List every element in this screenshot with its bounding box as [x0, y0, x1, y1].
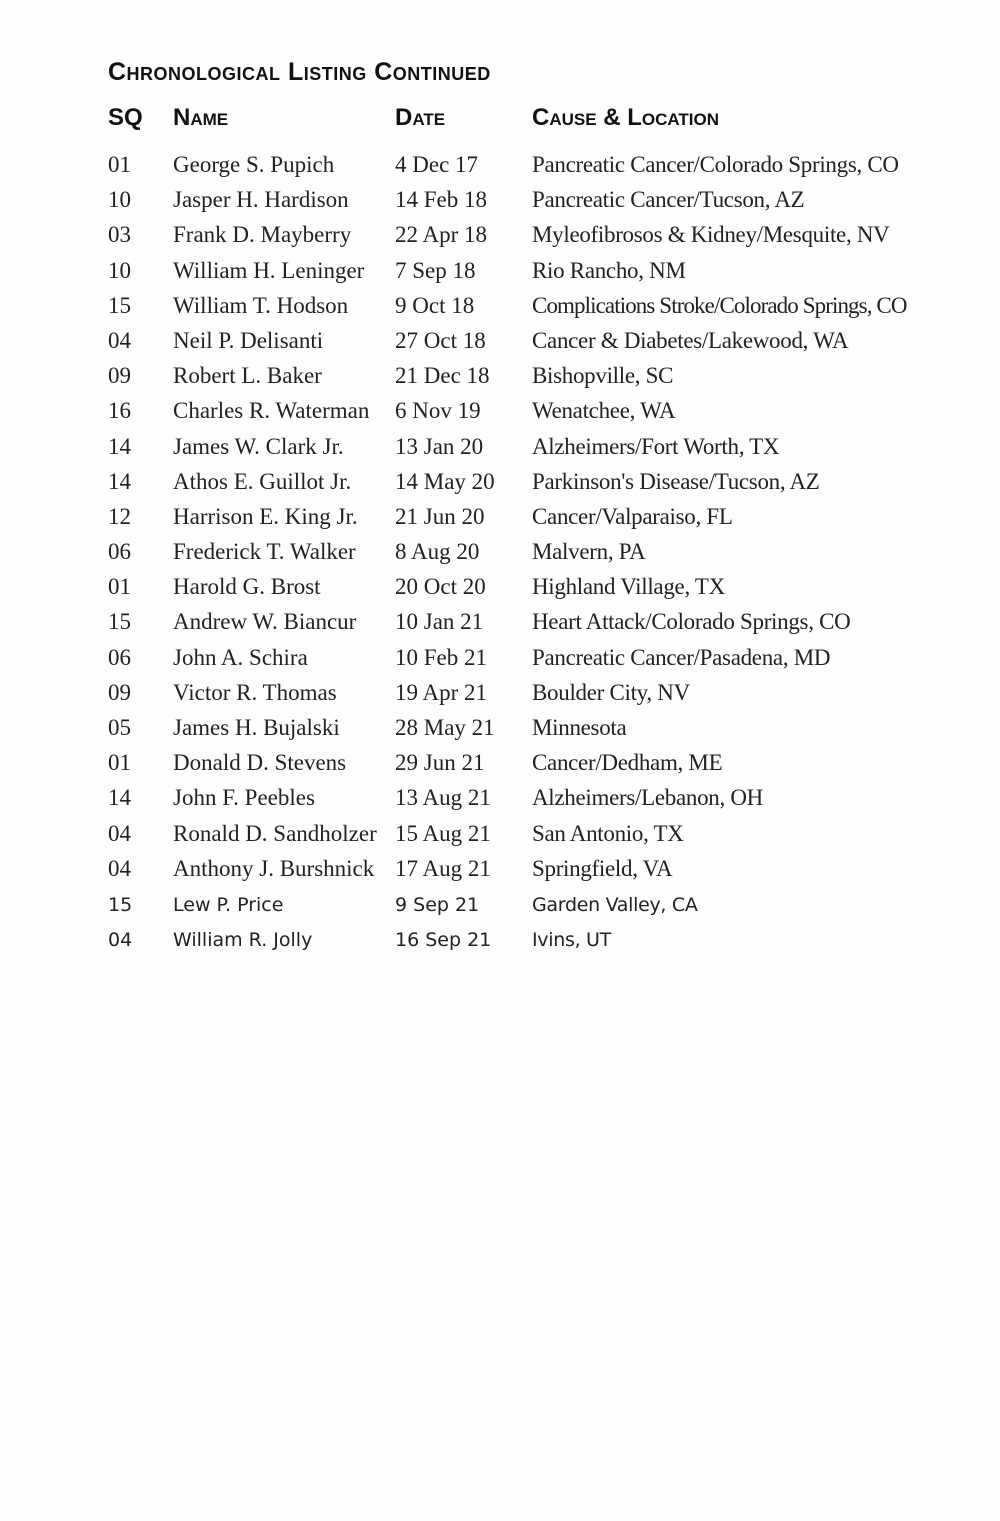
- table-row: [0, 783, 1000, 818]
- page-title: Chronological Listing Continued: [108, 58, 491, 86]
- table-row: [0, 396, 1000, 431]
- table-row: [0, 256, 1000, 291]
- row-date: 22 Apr 18: [395, 222, 487, 248]
- row-sq: 15: [108, 292, 131, 318]
- row-name: Athos E. Guillot Jr.: [173, 468, 352, 494]
- row-date: 28 May 21: [395, 715, 495, 740]
- table-row: [0, 889, 1000, 924]
- row-cause-location: Alzheimers/Lebanon, OH: [532, 785, 763, 811]
- row-sq: 04: [108, 855, 131, 881]
- table-row: [0, 467, 1000, 502]
- row-date: 29 Jun 21: [395, 750, 485, 776]
- row-sq: 10: [108, 257, 131, 283]
- row-date: 27 Oct 18: [395, 327, 486, 353]
- row-sq: 03: [108, 222, 131, 248]
- row-date: 13 Jan 20: [395, 433, 484, 459]
- header-date: Date: [395, 104, 446, 131]
- row-date: 6 Nov 19: [395, 398, 481, 424]
- row-sq: 04: [108, 820, 131, 846]
- row-name: William T. Hodson: [173, 292, 349, 318]
- row-name: Anthony J. Burshnick: [173, 855, 375, 881]
- table-row: [0, 326, 1000, 361]
- row-date: 21 Dec 18: [395, 363, 490, 389]
- header-cause-location: Cause & Location: [532, 104, 720, 131]
- row-sq: 01: [108, 750, 131, 776]
- row-sq: 09: [108, 363, 131, 389]
- row-date: 4 Dec 17: [395, 152, 479, 177]
- row-name: Andrew W. Biancur: [173, 609, 357, 635]
- row-sq: 16: [108, 398, 131, 424]
- header-sq: SQ: [108, 104, 143, 131]
- row-name: Robert L. Baker: [173, 363, 322, 389]
- listing-table: [0, 150, 1000, 959]
- row-date: 14 Feb 18: [395, 187, 487, 213]
- table-row: [0, 150, 1000, 185]
- row-name: Lew P. Price: [173, 893, 284, 916]
- row-sq: 15: [108, 609, 131, 635]
- row-cause-location: Ivins, UT: [532, 929, 611, 952]
- table-row: [0, 361, 1000, 396]
- row-sq: 05: [108, 715, 131, 740]
- row-date: 13 Aug 21: [395, 785, 491, 811]
- row-name: Frederick T. Walker: [173, 539, 356, 565]
- row-sq: 14: [108, 433, 131, 459]
- row-sq: 15: [108, 893, 133, 916]
- table-row: [0, 819, 1000, 854]
- row-name: Neil P. Delisanti: [173, 327, 324, 353]
- row-cause-location: Pancreatic Cancer/Pasadena, MD: [532, 644, 831, 670]
- row-date: 9 Oct 18: [395, 292, 475, 318]
- row-date: 21 Jun 20: [395, 503, 485, 529]
- row-cause-location: Cancer & Diabetes/Lakewood, WA: [532, 327, 849, 353]
- row-date: 9 Sep 21: [395, 893, 480, 916]
- row-date: 16 Sep 21: [395, 929, 492, 952]
- row-cause-location: Springfield, VA: [532, 855, 673, 881]
- row-name: James W. Clark Jr.: [173, 433, 344, 459]
- row-name: John A. Schira: [173, 644, 308, 670]
- table-row: [0, 713, 1000, 748]
- row-sq: 10: [108, 187, 131, 213]
- row-cause-location: Alzheimers/Fort Worth, TX: [532, 433, 780, 459]
- row-sq: 09: [108, 679, 131, 705]
- row-cause-location: Wenatchee, WA: [532, 398, 676, 424]
- table-row: [0, 291, 1000, 326]
- row-cause-location: Garden Valley, CA: [532, 893, 698, 916]
- table-row: [0, 854, 1000, 889]
- row-sq: 12: [108, 503, 131, 529]
- row-cause-location: Rio Rancho, NM: [532, 257, 686, 283]
- row-name: Jasper H. Hardison: [173, 187, 349, 213]
- table-row: [0, 537, 1000, 572]
- table-row: [0, 607, 1000, 642]
- row-sq: 04: [108, 327, 131, 353]
- table-row: [0, 748, 1000, 783]
- row-sq: 01: [108, 152, 131, 177]
- table-row: [0, 924, 1000, 959]
- table-row: [0, 220, 1000, 255]
- header-name: Name: [173, 104, 229, 131]
- table-header: [0, 104, 1000, 138]
- row-date: 17 Aug 21: [395, 855, 491, 881]
- row-name: Harold G. Brost: [173, 574, 321, 600]
- table-row: [0, 643, 1000, 678]
- row-date: 20 Oct 20: [395, 574, 486, 600]
- row-date: 15 Aug 21: [395, 820, 491, 846]
- row-name: Frank D. Mayberry: [173, 222, 352, 248]
- row-cause-location: Heart Attack/Colorado Springs, CO: [532, 609, 851, 635]
- row-cause-location: Myleofibrosos & Kidney/Mesquite, NV: [532, 222, 890, 248]
- row-date: 10 Jan 21: [395, 609, 484, 635]
- row-cause-location: Complications Stroke/Colorado Springs, CO: [532, 292, 907, 318]
- row-date: 10 Feb 21: [395, 644, 487, 670]
- row-cause-location: Cancer/Dedham, ME: [532, 750, 723, 776]
- row-name: John F. Peebles: [173, 785, 315, 811]
- row-cause-location: Minnesota: [532, 715, 627, 740]
- row-name: William R. Jolly: [173, 929, 313, 952]
- row-sq: 04: [108, 929, 133, 952]
- row-name: Victor R. Thomas: [173, 679, 337, 705]
- row-cause-location: Malvern, PA: [532, 539, 646, 565]
- row-sq: 01: [108, 574, 131, 600]
- table-row: [0, 432, 1000, 467]
- row-name: William H. Leninger: [173, 257, 365, 283]
- row-date: 14 May 20: [395, 468, 495, 494]
- row-sq: 06: [108, 644, 131, 670]
- row-date: 7 Sep 18: [395, 257, 476, 283]
- row-name: James H. Bujalski: [173, 715, 340, 740]
- table-row: [0, 502, 1000, 537]
- row-name: Harrison E. King Jr.: [173, 503, 358, 529]
- row-cause-location: Parkinson's Disease/Tucson, AZ: [532, 468, 820, 494]
- row-sq: 06: [108, 539, 131, 565]
- row-cause-location: Cancer/Valparaiso, FL: [532, 503, 733, 529]
- table-row: [0, 572, 1000, 607]
- row-sq: 14: [108, 785, 131, 811]
- row-name: George S. Pupich: [173, 152, 335, 177]
- row-name: Donald D. Stevens: [173, 750, 347, 776]
- row-cause-location: San Antonio, TX: [532, 820, 684, 846]
- row-cause-location: Pancreatic Cancer/Colorado Springs, CO: [532, 152, 899, 177]
- row-cause-location: Boulder City, NV: [532, 679, 690, 705]
- table-row: [0, 678, 1000, 713]
- row-cause-location: Highland Village, TX: [532, 574, 725, 600]
- table-row: [0, 185, 1000, 220]
- row-name: Charles R. Waterman: [173, 398, 370, 424]
- row-cause-location: Pancreatic Cancer/Tucson, AZ: [532, 187, 805, 213]
- row-name: Ronald D. Sandholzer: [173, 820, 377, 846]
- row-cause-location: Bishopville, SC: [532, 363, 674, 389]
- row-date: 8 Aug 20: [395, 539, 480, 565]
- row-date: 19 Apr 21: [395, 679, 487, 705]
- row-sq: 14: [108, 468, 131, 494]
